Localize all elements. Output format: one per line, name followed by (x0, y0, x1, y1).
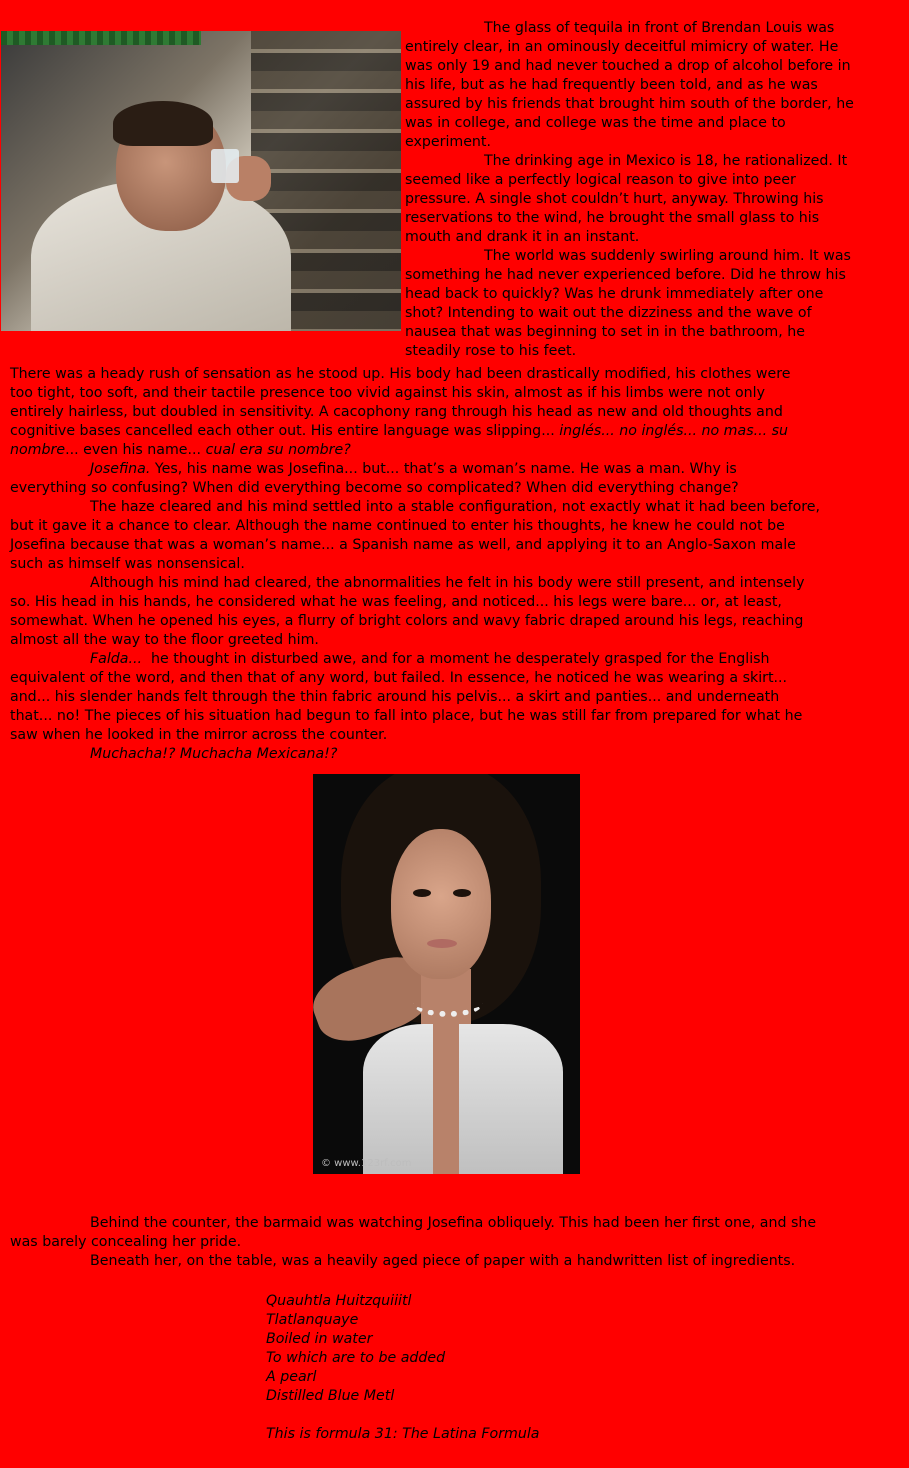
p4-line-2: entirely hairless, but doubled in sensitivity. A cacophony rang through his head as new and old thoughts and (10, 404, 783, 420)
p4-line-0: There was a heady rush of sensation as he stood up. His body had been drastically modified, his clothes were (10, 366, 791, 382)
p2-line-3: reservations to the wind, he brought the small glass to his (405, 210, 820, 226)
p6-line-2: Josefina because that was a woman’s name... a Spanish name as well, and applying it to an Anglo-Saxon male (10, 537, 796, 553)
p2-line-2: pressure. A single shot couldn’t hurt, anyway. Throwing his (405, 191, 824, 207)
p10-line-1: was barely concealing her pride. (10, 1234, 242, 1250)
p5-line-1: everything so confusing? When did everything become so complicated? When did everything change? (10, 480, 739, 496)
dress-cutout (433, 1024, 459, 1174)
p6-line-1: but it gave it a chance to clear. Although the name continued to enter his thoughts, he knew he could not be (10, 518, 785, 534)
garland-decoration (1, 31, 201, 45)
p1-line-6: experiment. (405, 134, 491, 150)
p8-line-2: and... his slender hands felt through the thin fabric around his pelvis... a skirt and panties... and underneath (10, 689, 780, 705)
necklace (413, 989, 483, 1017)
p3-line-1: something he had never experienced before. Did he throw his (405, 267, 846, 283)
p5-rest: Yes, his name was Josefina... but... that’s a woman’s name. He was a man. Why is (150, 461, 737, 477)
ingredient-item: To which are to be added (266, 1350, 446, 1366)
p4-italic-2: nombre (10, 442, 66, 458)
ingredient-item: Quauhtla Huitzquiiitl (266, 1293, 412, 1309)
ingredient-item: Distilled Blue Metl (266, 1388, 395, 1404)
p11-line-0: Beneath her, on the table, was a heavily aged piece of paper with a handwritten list of ingredients. (90, 1253, 796, 1269)
p8-first: he thought in disturbed awe, and for a moment he desperately grasped for the English (142, 651, 770, 667)
p4-line-1: too tight, too soft, and their tactile presence too vivid against his skin, almost as if his limbs were not only (10, 385, 766, 401)
p7-line-0: Although his mind had cleared, the abnormalities he felt in his body were still present, and intensely (90, 575, 805, 591)
p4-italic-3: cual era su nombre? (205, 442, 351, 458)
p7-line-1: so. His head in his hands, he considered what he was feeling, and noticed... his legs were bare... or, at least, (10, 594, 782, 610)
p1-line-1: entirely clear, in an ominously deceitful mimicry of water. He (405, 39, 839, 55)
p9-italic: Muchacha!? Muchacha Mexicana!? (90, 746, 338, 762)
lips (427, 939, 457, 948)
p8-line-1: equivalent of the word, and then that of any word, but failed. In essence, he noticed he was wearing a skirt... (10, 670, 788, 686)
p2-line-0: The drinking age in Mexico is 18, he rationalized. It (484, 153, 848, 169)
p3-line-4: nausea that was beginning to set in in the bathroom, he (405, 324, 805, 340)
p7-line-2: somewhat. When he opened his eyes, a flurry of bright colors and wavy fabric draped around his legs, reaching (10, 613, 804, 629)
p1-line-2: was only 19 and had never touched a drop of alcohol before in (405, 58, 851, 74)
p3-line-3: shot? Intending to wait out the dizziness and the wave of (405, 305, 812, 321)
p3-line-5: steadily rose to his feet. (405, 343, 577, 359)
p5-line-0 (90, 460, 737, 479)
p4-mid: ... even his name... (65, 442, 206, 458)
p5-italic: Josefina. (90, 461, 151, 477)
p4-line-3-text: cognitive bases cancelled each other out. His entire language was slipping... (10, 423, 560, 439)
p6-line-0: The haze cleared and his mind settled into a stable configuration, not exactly what it had been before, (90, 499, 821, 515)
p2-line-4: mouth and drank it in an instant. (405, 229, 640, 245)
watermark: © www.123rf.com (321, 1158, 412, 1169)
p10-line-0: Behind the counter, the barmaid was watching Josefina obliquely. This had been her first one, and she (90, 1215, 817, 1231)
p8-line-0 (90, 650, 770, 669)
man-drinking-photo (1, 31, 401, 331)
p3-line-2: head back to quickly? Was he drunk immediately after one (405, 286, 824, 302)
p8-italic: Falda... (90, 651, 143, 667)
shot-glass (211, 149, 239, 183)
p4-italic-1: inglés... no inglés... no mas... su (559, 423, 789, 439)
p1-line-0: The glass of tequila in front of Brendan Louis was (484, 20, 835, 36)
p4-line-4 (10, 441, 351, 460)
ingredient-item: A pearl (266, 1369, 317, 1385)
face (391, 829, 491, 979)
p2-line-1: seemed like a perfectly logical reason to give into peer (405, 172, 796, 188)
p4-line-3 (10, 422, 788, 441)
p9-line-0 (90, 745, 337, 764)
p1-line-5: was in college, and college was the time and place to (405, 115, 786, 131)
p3-line-0: The world was suddenly swirling around him. It was (484, 248, 851, 264)
p7-line-3: almost all the way to the floor greeted him. (10, 632, 319, 648)
p6-line-3: such as himself was nonsensical. (10, 556, 245, 572)
p8-line-4: saw when he looked in the mirror across the counter. (10, 727, 388, 743)
formula-footer: This is formula 31: The Latina Formula (266, 1426, 540, 1442)
woman-portrait-photo (313, 774, 580, 1174)
p1-line-4: assured by his friends that brought him south of the border, he (405, 96, 854, 112)
p1-line-3: his life, but as he had frequently been told, and as he was (405, 77, 818, 93)
ingredient-item: Tlatlanquaye (266, 1312, 359, 1328)
right-eye (453, 889, 471, 897)
left-eye (413, 889, 431, 897)
hair (113, 101, 213, 146)
spacer (266, 1406, 539, 1425)
ingredients-list (266, 1292, 539, 1444)
white-dress (363, 1024, 563, 1174)
ingredient-item: Boiled in water (266, 1331, 373, 1347)
p8-line-3: that... no! The pieces of his situation had begun to fall into place, but he was still far from prepared for what he (10, 708, 803, 724)
